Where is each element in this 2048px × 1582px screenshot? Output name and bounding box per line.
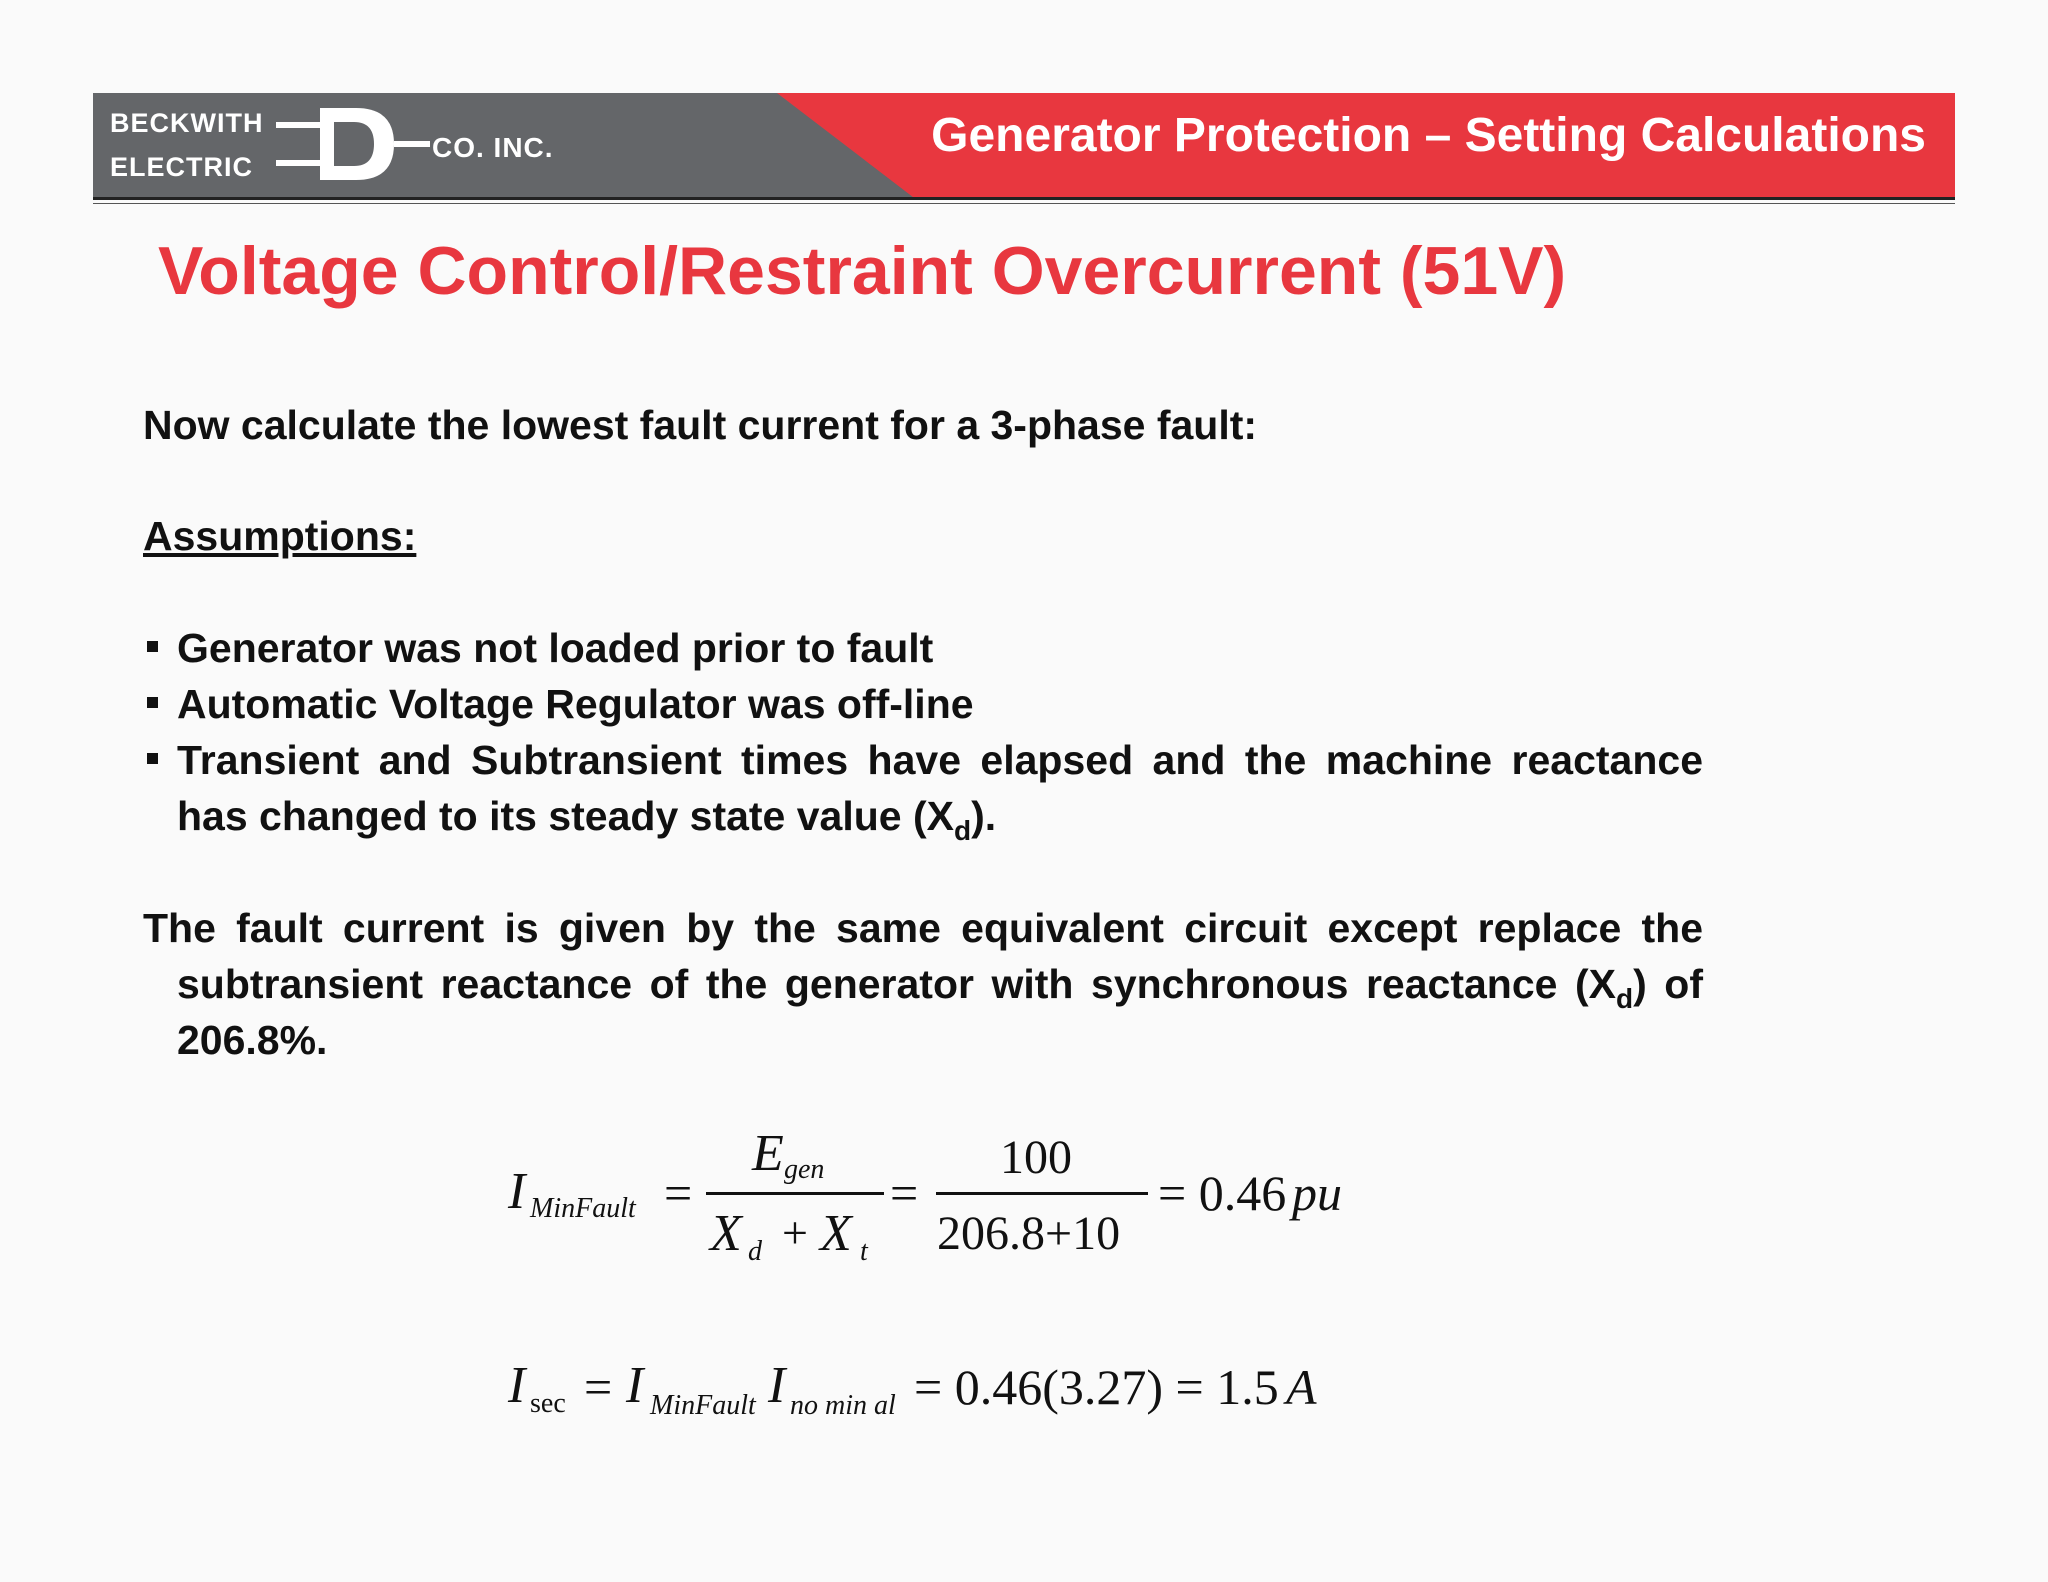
assumptions-list: [143, 620, 1703, 844]
eq1-num-sub: gen: [784, 1154, 825, 1185]
header-rule: [93, 197, 1955, 200]
eq2-equals: =: [584, 1359, 613, 1415]
intro-text: Now calculate the lowest fault current for a 3-phase fault:: [143, 402, 1258, 448]
eq2-lhs-var: I: [508, 1357, 526, 1414]
eq1-equals: =: [664, 1165, 693, 1221]
eq1-lhs-sub: MinFault: [530, 1193, 636, 1224]
eq1-den-value: 206.8+10: [937, 1207, 1121, 1260]
eq1-den-plus: +: [782, 1207, 808, 1258]
eq1-unit: pu: [1292, 1165, 1342, 1221]
eq1-den-var-b: X: [820, 1205, 852, 1262]
eq1-den-sub-b: t: [860, 1236, 868, 1267]
eq1-equals-2: =: [890, 1165, 919, 1221]
bullet-square-icon: [147, 641, 158, 652]
eq2-result: = 0.46(3.27) = 1.5: [914, 1359, 1279, 1415]
list-item: [143, 676, 1703, 732]
eq1-result: = 0.46: [1158, 1165, 1287, 1221]
bullet-text-end: ).: [971, 793, 997, 839]
bullet-text: Transient and Subtransient times have elapsed and the machine reactance has changed to its steady state value (X: [177, 737, 1703, 839]
eq2-term1-var: I: [626, 1357, 644, 1414]
eq1-fraction-bar-2: [936, 1192, 1148, 1195]
bullet-subscript: d: [953, 815, 972, 846]
eq2-term2-var: I: [768, 1357, 786, 1414]
eq2-term2-sub: no min al: [790, 1390, 896, 1421]
fault-text-end: ) of 206.8%.: [177, 961, 1703, 1063]
eq2-unit: A: [1286, 1359, 1317, 1415]
list-item: [143, 620, 1703, 676]
eq1-fraction-bar: [706, 1192, 884, 1195]
logo-text-co-inc: CO. INC.: [432, 132, 554, 163]
eq1-num-value: 100: [1000, 1131, 1072, 1184]
list-item: [143, 732, 1703, 844]
assumptions-heading: Assumptions:: [143, 513, 417, 559]
eq1-lhs-var: I: [508, 1163, 526, 1220]
slide-title: Voltage Control/Restraint Overcurrent (51V): [158, 233, 1567, 309]
logo-text-beckwith: BECKWITH: [110, 108, 264, 138]
logo-text-electric: ELECTRIC: [110, 152, 253, 182]
eq1-den-sub-a: d: [748, 1236, 762, 1267]
eq1-num-var: E: [752, 1125, 784, 1182]
eq2-lhs-sub: sec: [530, 1388, 566, 1419]
header-rule-thin: [93, 203, 1955, 204]
fault-subscript: d: [1615, 983, 1634, 1014]
fault-paragraph: [143, 900, 1703, 1068]
bullet-text: Automatic Voltage Regulator was off-line: [177, 681, 974, 727]
bullet-square-icon: [147, 753, 158, 764]
logo-d-mark: [276, 104, 436, 184]
bullet-text: Generator was not loaded prior to fault: [177, 625, 934, 671]
header-title: Generator Protection – Setting Calculations: [931, 109, 1926, 162]
eq1-den-var-a: X: [710, 1205, 742, 1262]
eq2-term1-sub: MinFault: [650, 1390, 756, 1421]
fault-text: The fault current is given by the same equivalent circuit except replace the subtransient reactance of the generator with synchronous reactance (X: [143, 905, 1703, 1007]
bullet-square-icon: [147, 697, 158, 708]
